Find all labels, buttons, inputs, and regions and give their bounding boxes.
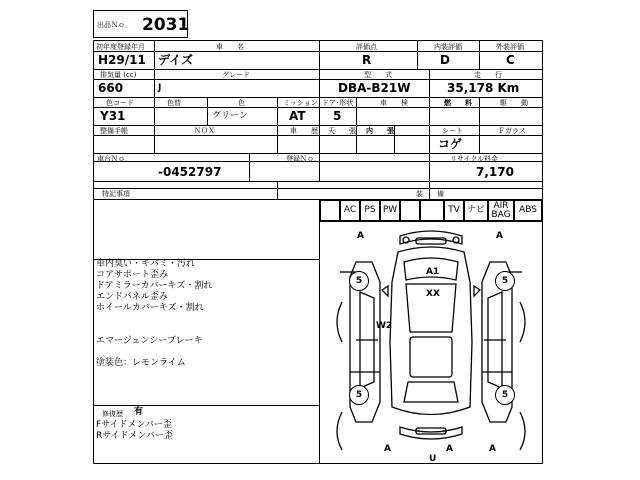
doors-value: 5 bbox=[333, 109, 342, 123]
lot-box bbox=[93, 10, 188, 38]
equip-pw: PW bbox=[380, 200, 400, 221]
wheel-fr-circle: 5 bbox=[495, 271, 515, 291]
equip-slot-6 bbox=[420, 200, 444, 221]
doors-label: ドア･形状 bbox=[322, 99, 354, 107]
mark-hood-1: A1 bbox=[426, 267, 440, 277]
mark-top-left: A bbox=[357, 231, 364, 241]
registration-label: 初年度登録年月 bbox=[96, 43, 145, 51]
displacement-label: 排気量 (cc) bbox=[100, 71, 137, 79]
model-label: 型 式 bbox=[364, 71, 392, 79]
mileage-value: 35,178 Km bbox=[447, 81, 520, 95]
equip-slot-1 bbox=[320, 200, 340, 221]
registration-value: H29/11 bbox=[98, 53, 146, 67]
lot-number: 2031 bbox=[142, 15, 190, 35]
car-name-value: デイズ bbox=[158, 53, 194, 67]
recycle-label: リサイクル料金 bbox=[450, 155, 499, 163]
chassis-label: 車台Ｎｏ． bbox=[97, 155, 132, 163]
history-label: 車 歴 bbox=[290, 127, 318, 135]
mark-bottom-mid: A bbox=[446, 444, 453, 454]
interior-score-value: D bbox=[440, 53, 450, 67]
equipment-label: 装 備 bbox=[416, 190, 444, 198]
fuel-label: 燃 料 bbox=[444, 99, 472, 107]
nox-label: ＮＯＸ bbox=[194, 127, 215, 135]
color-number-label: 色替 bbox=[167, 99, 181, 107]
interior-cover-label: 内 張 bbox=[366, 127, 394, 135]
repair-value: 有 bbox=[134, 407, 144, 417]
recycle-value: 7,170 bbox=[476, 165, 514, 179]
grade-value: J bbox=[158, 83, 162, 93]
f-glass-label: Ｆガラス bbox=[498, 127, 526, 135]
interior-score-label: 内装評価 bbox=[434, 43, 462, 51]
mark-bottom-u: U bbox=[429, 454, 437, 464]
equip-slot-5 bbox=[400, 200, 420, 221]
mark-hood-2: XX bbox=[426, 289, 440, 299]
maintenance-label: 整備手帳 bbox=[100, 127, 128, 135]
equip-tv: TV bbox=[444, 200, 464, 221]
equip-ac: AC bbox=[340, 200, 360, 221]
remark-line: ホイールカバーキズ・割れ bbox=[96, 303, 204, 313]
auction-sheet bbox=[93, 40, 543, 464]
drive-label: 駆 動 bbox=[500, 99, 528, 107]
repair-line: Rサイドメンバー歪 bbox=[96, 431, 173, 441]
remark-line: 車内臭い・キバミ・汚れ bbox=[96, 259, 196, 269]
transmission-label: ミッション bbox=[283, 99, 318, 107]
roof-label: 天 張 bbox=[328, 127, 356, 135]
grade-label: グレード bbox=[222, 71, 250, 79]
equip-abs: ABS bbox=[514, 200, 542, 221]
exterior-score-label: 外装評価 bbox=[496, 43, 524, 51]
equip-airbag: AIR BAG bbox=[488, 200, 514, 221]
model-value: DBA-B21W bbox=[338, 81, 411, 95]
inspection-label: 車 検 bbox=[380, 99, 408, 107]
seat-label: シート bbox=[442, 127, 463, 135]
chassis-value: -0452797 bbox=[158, 165, 222, 179]
equip-ps: PS bbox=[360, 200, 380, 221]
mark-top-right: A bbox=[496, 231, 503, 241]
mark-bottom-left: A bbox=[384, 444, 391, 454]
color-code-label: 色コード bbox=[106, 99, 134, 107]
remark-line: コアサポート歪み bbox=[96, 270, 169, 280]
seat-value: コゲ bbox=[438, 137, 463, 151]
car-name-label: 車 名 bbox=[216, 43, 244, 51]
wheel-fl-circle: 5 bbox=[349, 271, 369, 291]
car-diagram bbox=[320, 222, 542, 463]
remarks-label: 特記事項 bbox=[102, 190, 130, 198]
score-label: 評価点 bbox=[356, 43, 377, 51]
displacement-value: 660 bbox=[98, 81, 124, 95]
wheel-rl-circle: 5 bbox=[349, 385, 369, 405]
mileage-label: 走 行 bbox=[474, 71, 502, 79]
mark-bottom-right: A bbox=[489, 444, 496, 454]
mark-side-w2: W2 bbox=[376, 321, 393, 331]
equip-navi: ナビ bbox=[464, 200, 488, 221]
color-value: グリーン bbox=[212, 111, 248, 121]
repair-label: 修復歴 bbox=[102, 410, 123, 418]
transmission-value: AT bbox=[289, 109, 306, 123]
remark-line: エンドパネル歪み bbox=[96, 292, 168, 302]
reg-no-label: 登録Ｎｏ． bbox=[286, 155, 321, 163]
color-label: 色 bbox=[238, 99, 245, 107]
exterior-score-value: C bbox=[506, 53, 515, 67]
lot-label: 出品Ｎｏ． bbox=[97, 21, 132, 29]
color-code-value: Y31 bbox=[100, 109, 126, 123]
repair-line: Fサイドメンバー歪 bbox=[96, 420, 172, 430]
remark-line: ドアミラーカバーキズ・割れ bbox=[96, 281, 213, 291]
remark-paint: 塗装色：レモンライム bbox=[96, 358, 186, 368]
remark-safety: エマージェンシーブレーキ bbox=[96, 336, 203, 346]
score-value: R bbox=[362, 53, 372, 67]
wheel-rr-circle: 5 bbox=[495, 385, 515, 405]
